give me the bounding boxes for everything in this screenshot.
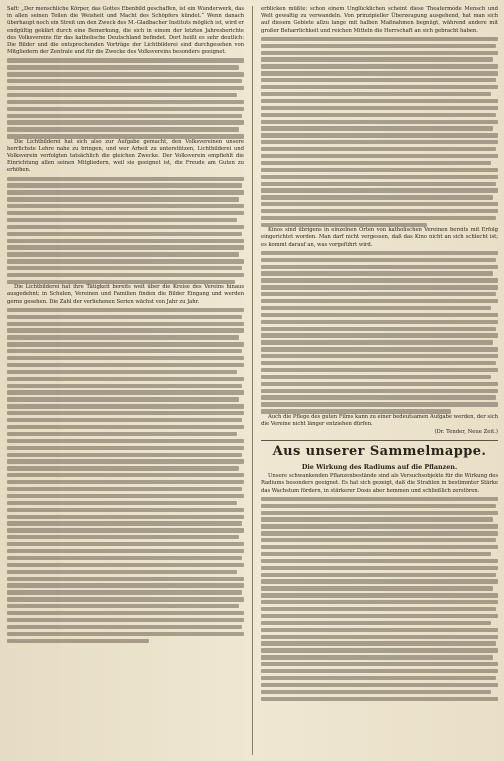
column-layout [7, 6, 498, 755]
text-line [7, 114, 242, 118]
text-line [261, 223, 427, 227]
text-line [7, 100, 244, 104]
right-text-block-1 [261, 37, 498, 227]
text-line [7, 508, 244, 512]
text-line [261, 382, 498, 386]
text-line [261, 251, 498, 255]
text-line [261, 320, 498, 324]
text-line [261, 92, 491, 96]
text-line [261, 600, 498, 604]
text-line [7, 356, 244, 360]
text-line [261, 51, 498, 55]
text-line [7, 93, 237, 97]
text-line [261, 662, 498, 666]
text-line [261, 313, 498, 317]
text-line [261, 306, 491, 310]
text-line [261, 517, 493, 521]
text-line [261, 635, 498, 639]
text-line [7, 535, 239, 539]
text-line [7, 418, 242, 422]
text-line [7, 528, 244, 532]
text-line [7, 466, 239, 470]
text-line [261, 573, 496, 577]
text-line [7, 618, 244, 622]
right-paragraph-4: Unsere schwankenden Pflanzenbestände sind als Versuchsobjekte für die Wirkung des Radiums besonders geeignet. Es hat sich gezeigt, daß die Strahlen in bestimmter Stärke das Wachstum fördern, in stärkerer Dosis aber hemmen und schließlich zerstören. [261, 473, 498, 494]
text-line [7, 107, 244, 111]
text-line [7, 197, 239, 201]
text-line [7, 349, 242, 353]
text-line [261, 64, 498, 68]
text-line [261, 78, 496, 82]
text-line [7, 225, 244, 229]
text-line [7, 177, 244, 181]
text-line [261, 655, 493, 659]
text-line [7, 384, 242, 388]
text-line [7, 556, 242, 560]
text-line [7, 577, 244, 581]
right-text-block-2 [261, 251, 498, 414]
text-line [7, 597, 244, 601]
text-line [7, 252, 239, 256]
text-line [7, 79, 242, 83]
article-subheading: Die Wirkung des Radiums auf die Pflanzen. [301, 463, 458, 472]
text-line [261, 368, 498, 372]
text-line [261, 333, 498, 337]
text-line [7, 639, 149, 643]
right-paragraph-2: Kinos sind übrigens in einzelnen Orten von katholischen Vereinen bereits mit Erfolg eingerichtet worden. Man darf nicht vergessen, daß das Kino nicht an sich schlecht ist; es kommt darauf an, was vorgeführt wird. [261, 227, 498, 248]
text-line [261, 265, 498, 269]
text-line [261, 669, 498, 673]
text-line [261, 683, 498, 687]
text-line [7, 590, 242, 594]
text-line [261, 140, 498, 144]
text-line [261, 559, 498, 563]
text-line [7, 570, 237, 574]
text-line [7, 549, 244, 553]
text-line [7, 459, 244, 463]
text-line [261, 154, 498, 158]
text-line [261, 628, 498, 632]
text-line [261, 120, 498, 124]
text-line [261, 188, 498, 192]
text-line [7, 515, 244, 519]
text-line [261, 361, 496, 365]
text-line [7, 218, 237, 222]
section-rule [261, 440, 498, 441]
text-line [7, 411, 244, 415]
text-line [261, 395, 496, 399]
text-line [7, 473, 244, 477]
text-line [261, 85, 498, 89]
text-line [7, 342, 244, 346]
text-line [261, 278, 498, 282]
text-line [7, 432, 237, 436]
text-line [261, 524, 498, 528]
text-line [261, 168, 498, 172]
text-line [261, 504, 496, 508]
text-line [261, 545, 498, 549]
text-line [261, 579, 498, 583]
text-line [7, 127, 239, 131]
left-paragraph-3: Die Lichtbilderei hat ihre Tätigkeit bereits weit über die Kreise des Vereins hinaus ausgedehnt; in Schulen, Vereinen und Familien finden die Bilder Eingang und werden gerne gesehen. Die Zahl der verliehenen Serien wächst von Jahr zu Jahr. [7, 284, 244, 305]
text-line [261, 71, 498, 75]
text-line [7, 322, 244, 326]
text-line [7, 404, 244, 408]
text-line [7, 266, 242, 270]
left-text-block-3 [7, 308, 244, 643]
text-line [7, 232, 242, 236]
text-line [261, 113, 496, 117]
text-line [7, 583, 244, 587]
right-text-block-3 [261, 497, 498, 701]
text-line [261, 676, 496, 680]
text-line [261, 182, 496, 186]
text-line [261, 99, 498, 103]
text-line [7, 625, 242, 629]
text-line [7, 446, 244, 450]
text-line [261, 690, 491, 694]
left-paragraph-1: Saft: „Der menschliche Körper, das Gottes Ebenbild geschaffen, ist ein Wunderwerk, das in allen seinen Teilen die Weisheit und Macht des Schöpfers kündet.“ Wenn danach überhaupt noch ein Streit um den Zweck des M.-Gladbacher Instituts möglich ist, wird er endgültig geklärt durch eine Bemerkung, die sich in einem der letzten Jahresberichte des Volksvereins für das katholische Deutschland befindet. Dort heißt es sehr deutlich: Die Bilder und die entsprechenden Vorträge der Lichtbilderei sind durchgesehen von Mitgliedern der Zentrale und für die Zwecke des Volksvereins besonders geeignet. [7, 6, 244, 56]
text-line [7, 308, 244, 312]
right-column [261, 6, 498, 755]
text-line [7, 494, 244, 498]
text-line [7, 328, 244, 332]
text-line [261, 409, 451, 413]
left-paragraph-2: Die Lichtbilderei hat sich also zur Aufgabe gemacht, den Volksvereinen unsere herrlichste Lehre nahe zu bringen, und wer Arbeit zu unterstützen, Lichtbilderei und Volksverein verfolgten tatsächlich die gleichen Zwecke. Der Volksverein empfiehlt die Einrichtung allen seinen Mitgliedern, weil sie geeignet ist, die Freude am Guten zu erhöhen. [7, 138, 244, 174]
text-line [261, 195, 493, 199]
text-line [261, 389, 498, 393]
text-line [261, 292, 496, 296]
text-line [261, 347, 498, 351]
text-line [261, 216, 496, 220]
author-credit: (Dr. Tender, Neue Zeit.) [434, 428, 498, 435]
text-line [7, 453, 242, 457]
text-line [7, 58, 244, 62]
text-line [261, 566, 498, 570]
text-line [7, 487, 242, 491]
text-line [261, 209, 498, 213]
text-line [261, 327, 496, 331]
text-line [7, 273, 244, 277]
text-line [7, 563, 244, 567]
text-line [261, 133, 498, 137]
text-line [261, 531, 498, 535]
text-line [7, 363, 244, 367]
text-line [261, 44, 496, 48]
text-line [261, 57, 493, 61]
text-line [7, 239, 244, 243]
text-line [7, 183, 242, 187]
text-line [7, 370, 237, 374]
text-line [7, 521, 242, 525]
text-line [261, 285, 498, 289]
right-paragraph-3: Auch die Pflege des guten Films kann zu einer bedeutsamen Aufgabe werden, der sich die Vereine nicht länger entziehen dürfen. [261, 413, 498, 427]
text-line [261, 147, 496, 151]
text-line [261, 402, 498, 406]
text-line [7, 439, 244, 443]
text-line [261, 340, 493, 344]
text-line [261, 126, 493, 130]
text-line [7, 542, 244, 546]
text-line [7, 377, 244, 381]
text-line [7, 204, 244, 208]
text-line [7, 632, 244, 636]
text-line [261, 641, 496, 645]
text-line [7, 134, 244, 138]
text-line [7, 72, 244, 76]
text-line [261, 614, 498, 618]
text-line [7, 390, 244, 394]
text-line [261, 175, 498, 179]
text-line [261, 354, 498, 358]
left-column [7, 6, 244, 755]
text-line [261, 202, 498, 206]
text-line [261, 621, 491, 625]
text-line [7, 335, 239, 339]
text-line [261, 258, 496, 262]
text-line [7, 86, 244, 90]
text-line [7, 501, 237, 505]
text-line [261, 37, 498, 41]
text-line [7, 604, 239, 608]
left-text-block-1 [7, 58, 244, 138]
text-line [261, 497, 498, 501]
left-text-block-2 [7, 177, 244, 285]
text-line [7, 65, 239, 69]
text-line [261, 552, 491, 556]
column-divider [252, 6, 253, 755]
text-line [7, 211, 244, 215]
right-paragraph-1: erblicken müßte: schon einem Unglücklichen scheint diese Theatermode Mensch und Welt gewaltig zu verwandeln. Von prinzipieller Überzeugung ausgehend, hat man sich auf diesem Gebiete allzu lange mit halben Maßnahmen begnügt, während andere mit großer Beharrlichkeit und reichen Mitteln die Herrschaft an sich gebracht haben. [261, 6, 498, 34]
text-line [7, 480, 244, 484]
text-line [261, 106, 498, 110]
text-line [7, 315, 242, 319]
text-line [7, 190, 244, 194]
text-line [261, 697, 498, 701]
text-line [7, 397, 239, 401]
text-line [7, 259, 244, 263]
text-line [7, 280, 235, 284]
text-line [261, 607, 496, 611]
section-heading: Aus unserer Sammelmappe. [272, 444, 487, 460]
text-line [261, 593, 498, 597]
text-line [7, 425, 244, 429]
text-line [261, 375, 491, 379]
text-line [261, 161, 491, 165]
text-line [261, 538, 496, 542]
text-line [261, 511, 498, 515]
text-line [7, 611, 244, 615]
text-line [7, 245, 244, 249]
text-line [7, 120, 244, 124]
text-line [261, 586, 493, 590]
text-line [261, 648, 498, 652]
text-line [261, 271, 493, 275]
text-line [261, 299, 498, 303]
